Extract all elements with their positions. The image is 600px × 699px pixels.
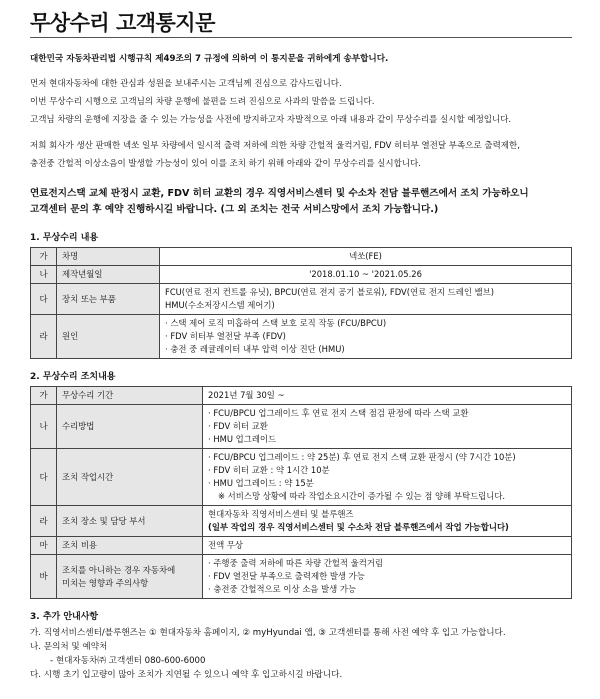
additional-info xyxy=(30,626,572,682)
section3-heading: 3. 추가 안내사항 xyxy=(30,612,99,622)
table-row xyxy=(31,266,572,284)
value-line: HMU(수소저장시스템 제어기) xyxy=(165,300,275,310)
title-divider xyxy=(30,37,572,38)
row-index: 마 xyxy=(31,537,57,555)
row-index: 라 xyxy=(31,315,57,359)
service-note: ※ 서비스망 상황에 따라 작업소요시간이 증가될 수 있는 점 양해 부탁드립니다. xyxy=(218,491,506,501)
row-index: 가 xyxy=(31,387,57,405)
row-index: 나 xyxy=(31,266,57,284)
section1-heading: 1. 무상수리 내용 xyxy=(30,233,99,243)
row-label: 수리방법 xyxy=(57,405,203,449)
label-line: 조치를 아니하는 경우 자동차에 xyxy=(62,564,176,575)
intro-line: 먼저 현대자동차에 대한 관심과 성원을 보내주시는 고객님께 진심으로 감사드립니다. xyxy=(30,79,342,89)
section2-heading: 2. 무상수리 조치내용 xyxy=(30,372,116,382)
table-row xyxy=(31,387,572,405)
contact-line: - 현대자동차㈜ 고객센터 080-600-6000 xyxy=(50,656,206,666)
cause-line: 저희 회사가 생산 판매한 넥쏘 일부 차량에서 일시적 출력 저하에 의한 차량 간헐적 울컥거림, FDV 히터부 열전달 부족으로 출력제한, xyxy=(30,141,520,151)
row-index: 다 xyxy=(31,449,57,506)
row-value: 전액 무상 xyxy=(203,537,572,555)
table-row xyxy=(31,405,572,449)
bullet-item: · FCU/BPCU 업그레이드 후 연료 전지 스택 점검 판정에 따라 스택 교환 xyxy=(208,407,566,420)
row-value: 넥쏘(FE) xyxy=(160,248,572,266)
notice-line: 연료전지스택 교체 판정시 교환, FDV 히터 교환의 경우 직영서비스센터 및 수소차 전담 블루핸즈에서 조치 가능하오니 xyxy=(30,188,529,199)
page-title: 무상수리 고객통지문 xyxy=(30,11,215,35)
bullet-item: · FDV 히터부 열전달 부족 (FDV) xyxy=(165,330,566,343)
lead-statement: 대한민국 자동차관리법 시행규칙 제49조의 7 규정에 의하여 이 통지문을 귀하에게 송부합니다. xyxy=(30,54,389,64)
repair-content-table xyxy=(30,247,572,359)
row-index: 라 xyxy=(31,506,57,537)
info-line: 나. 문의처 및 예약처 xyxy=(30,642,108,652)
table-row xyxy=(31,315,572,359)
row-value: 2021년 7월 30일 ~ xyxy=(203,387,572,405)
bold-notice xyxy=(30,186,572,218)
intro-line: 이번 무상수리 시행으로 고객님의 차량 운행에 불편을 드려 진심으로 사과의 말씀을 드립니다. xyxy=(30,97,375,107)
info-line: 다. 시행 초기 입고량이 많아 조치가 지연될 수 있으니 예약 후 입고하시길 바랍니다. xyxy=(30,670,343,680)
table-row xyxy=(31,537,572,555)
bullet-item: · HMU 업그레이드 : 약 15분 xyxy=(208,477,566,490)
bullet-item: · FCU/BPCU 업그레이드 : 약 25분) 후 연료 전지 스택 교환 판정시 (약 7시간 10분) xyxy=(208,451,566,464)
row-value xyxy=(160,315,572,359)
row-index: 바 xyxy=(31,555,57,599)
row-label: 조치 비용 xyxy=(57,537,203,555)
info-line: 가. 직영서비스센터/블루핸즈는 ① 현대자동차 홈페이지, ② myHyundai 앱, ③ 고객센터를 통해 사전 예약 후 입고 가능합니다. xyxy=(30,628,506,638)
row-value: '2018.01.10 ~ '2021.05.26 xyxy=(160,266,572,284)
repair-action-table xyxy=(30,386,572,599)
row-value xyxy=(203,405,572,449)
intro-paragraph xyxy=(30,78,572,126)
cause-paragraph xyxy=(30,140,572,170)
row-label: 조치 작업시간 xyxy=(57,449,203,506)
row-label: 원인 xyxy=(57,315,160,359)
row-label xyxy=(57,555,203,599)
table-row xyxy=(31,284,572,315)
cause-line: 충전중 간헐적 이상소음이 발생할 가능성이 있어 이를 조치 하기 위해 아래와 같이 무상수리를 실시합니다. xyxy=(30,159,421,169)
bullet-item: · FDV 히터 교환 : 약 1시간 10분 xyxy=(208,464,566,477)
row-label: 제작년월일 xyxy=(57,266,160,284)
bullet-item: · 주행중 출력 저하에 따른 차량 간헐적 울컥거림 xyxy=(208,557,566,570)
row-index: 가 xyxy=(31,248,57,266)
label-line: 미치는 영향과 주의사항 xyxy=(62,577,149,588)
table-row xyxy=(31,555,572,599)
row-index: 나 xyxy=(31,405,57,449)
row-value xyxy=(203,449,572,506)
row-label: 차명 xyxy=(57,248,160,266)
row-label: 조치 장소 및 담당 부서 xyxy=(57,506,203,537)
bullet-item: · FDV 히터 교환 xyxy=(208,420,566,433)
row-label: 무상수리 기간 xyxy=(57,387,203,405)
bullet-item: · 충전 중 레귤레이터 내부 압력 이상 진단 (HMU) xyxy=(165,343,566,356)
row-value xyxy=(203,555,572,599)
bullet-item: · FDV 열전달 부족으로 출력제한 발생 가능 xyxy=(208,570,566,583)
row-label: 장치 또는 부품 xyxy=(57,284,160,315)
bullet-item: · 충전중 간헐적으로 이상 소음 발생 가능 xyxy=(208,583,566,596)
table-row xyxy=(31,506,572,537)
notice-line: 고객센터 문의 후 예약 진행하시길 바랍니다. (그 외 조치는 전국 서비스망에서 조치 가능합니다.) xyxy=(30,204,439,215)
bullet-item: · HMU 업그레이드 xyxy=(208,433,566,446)
bullet-item: · 스택 제어 로직 미흡하여 스택 보호 로직 작동 (FCU/BPCU) xyxy=(165,317,566,330)
value-line: 현대자동차 직영서비스센터 및 블루핸즈 xyxy=(208,509,354,519)
value-line-bold: (일부 작업의 경우 직영서비스센터 및 수소차 전담 블루핸즈에서 작업 가능합니다) xyxy=(208,522,509,532)
value-line: FCU(연료 전지 컨트롤 유닛), BPCU(연료 전지 공기 블로워), FDV(연료 전지 드레인 밸브) xyxy=(165,287,495,297)
row-value xyxy=(160,284,572,315)
row-value xyxy=(203,506,572,537)
intro-line: 고객님 차량의 운행에 지장을 줄 수 있는 가능성을 사전에 방지하고자 자발적으로 아래 내용과 같이 무상수리를 실시할 예정입니다. xyxy=(30,115,512,125)
table-row xyxy=(31,449,572,506)
table-row xyxy=(31,248,572,266)
row-index: 다 xyxy=(31,284,57,315)
